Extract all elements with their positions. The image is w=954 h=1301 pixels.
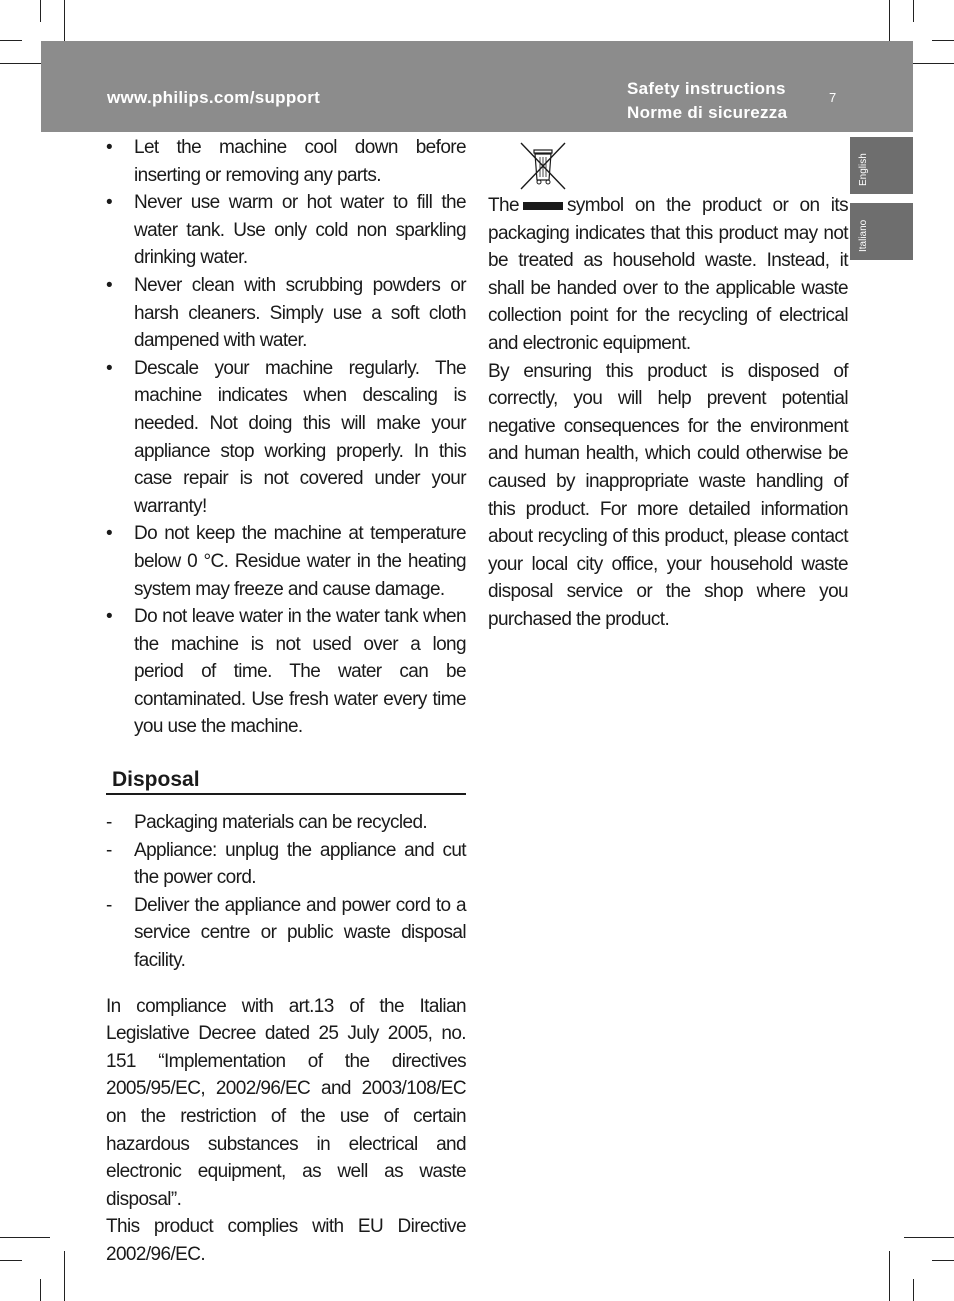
list-item [106,355,466,521]
list-item-text: Deliver the appliance and power cord to a service centre or public waste disposal facility. [134,894,466,972]
list-item [106,272,466,355]
disposal-heading: Disposal [106,767,466,795]
language-tab-english [850,137,913,194]
section-title [627,77,787,125]
language-tab-label: Italiano [858,219,869,252]
left-column [106,134,466,1269]
bullet-marker: • [106,606,113,628]
crop-mark [913,0,914,22]
recycling-paragraph [488,192,848,358]
bullet-marker: • [106,523,113,545]
list-item-text: Never use warm or hot water to fill the water tank. Use only cold non sparkling drinking water. [134,192,466,269]
list-item [106,134,466,189]
symbol-text: symbol on the product or on its packaging indicates that this product may not be treated as household waste. Instead, it shall be handed over to the applicable waste collection point for the recycling of electrical and electronic equipment. [488,195,848,354]
bullet-marker: • [106,274,113,296]
crop-mark [932,1260,954,1261]
list-item-text: Appliance: unplug the appliance and cut the power cord. [134,839,466,889]
section-title-en: Safety instructions [627,79,786,98]
crop-mark [904,1237,954,1238]
support-url[interactable]: www.philips.com/support [107,88,321,107]
right-column [488,140,848,634]
language-tab-italiano [850,203,913,260]
compliance-paragraph: This product complies with EU Directive 2002/96/EC. [106,1216,466,1265]
list-item-text: Packaging materials can be recycled. [134,812,428,834]
crop-mark [913,1279,914,1301]
dash-marker: - [106,839,112,861]
bullet-marker: • [106,192,113,214]
page-header [41,41,913,132]
list-item-text: Do not keep the machine at temperature below 0 °C. Residue water in the heating system may freeze and cause damage. [134,523,466,600]
list-item-text: Descale your machine regularly. The machine indicates when descaling is needed. Not doing this will make your appliance stop working properly. In this case repair is not covered under your warranty! [134,357,466,517]
list-item [106,520,466,603]
compliance-paragraph: In compliance with art.13 of the Italian Legislative Decree dated 25 July 2005, no. 151 “Implementation of the directives 2005/95/EC, 2002/96/EC and 2003/108/EC on the restriction of the use of certain hazardous substances in electrical and electronic equipment, as well as waste disposal”. [106,995,466,1210]
crop-mark [0,40,22,41]
list-item [106,809,466,837]
list-item-text: Do not leave water in the water tank when the machine is not used over a long period of time. The water can be contaminated. Use fresh water every time you use the machine. [134,606,466,738]
language-tab-label: English [858,153,869,186]
list-item-text: Never clean with scrubbing powders or harsh cleaners. Simply use a soft cloth dampened with water. [134,274,466,352]
symbol-prefix: The [488,195,519,216]
list-item-text: Let the machine cool down before inserting or removing any parts. [134,137,466,186]
crop-mark [932,40,954,41]
list-item [106,603,466,741]
underline-bar-icon [523,202,563,210]
list-item [106,837,466,892]
list-item [106,189,466,272]
crop-mark [40,0,41,22]
dash-marker: - [106,812,112,834]
crop-mark [889,1251,890,1301]
list-item [106,892,466,975]
section-title-it: Norme di sicurezza [627,103,788,122]
crossed-out-wheelie-bin-icon [518,140,568,192]
bullet-marker: • [106,357,113,379]
crop-mark [0,1260,22,1261]
crop-mark [0,1237,50,1238]
disposal-info-paragraph: By ensuring this product is disposed of correctly, you will help prevent potential negative consequences for the environment and human health, which could otherwise be caused by inappropriate waste handling of this product. For more detailed information about recycling of this product, please contact your local city office, your household waste disposal service or the shop where you purchased the product. [488,360,848,630]
crop-mark [40,1279,41,1301]
dash-marker: - [106,894,112,916]
page-number: 7 [829,90,837,105]
crop-mark [64,1251,65,1301]
bullet-marker: • [106,137,113,158]
